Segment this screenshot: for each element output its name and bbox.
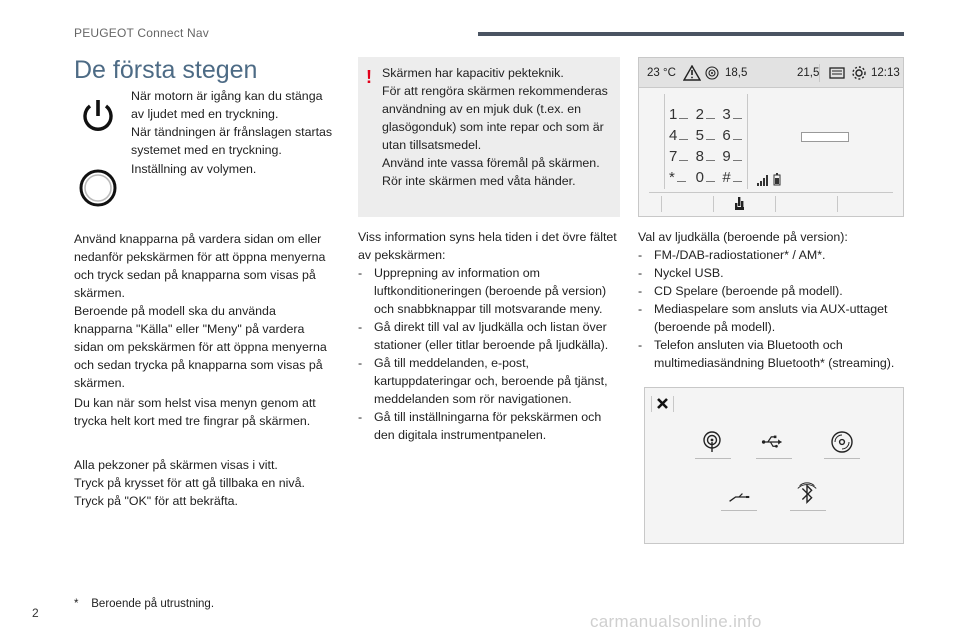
list-item: - Gå till meddelanden, e-post, kartuppdateringar och, beroende på tjänst, meddelanden som rör navigationen. xyxy=(358,355,608,406)
warning-icon: ! xyxy=(366,67,372,87)
header-title: PEUGEOT Connect Nav xyxy=(74,26,209,40)
screen-illustration-sources xyxy=(644,387,904,544)
battery-icon xyxy=(773,173,781,186)
power-icon xyxy=(80,96,116,136)
source-list xyxy=(638,229,918,373)
list-item: - Gå till inställningarna för pekskärmen och den digitala instrumentpanelen. xyxy=(358,409,602,442)
close-icon xyxy=(656,397,669,410)
volume-knob-icon xyxy=(78,168,118,208)
temperature-readout: 23 °C xyxy=(647,67,676,79)
keypad-key: 2 xyxy=(696,106,723,127)
notice-text: Skärmen har kapacitiv pekteknik. För att rengöra skärmen rekommenderas användning av en mjuk duk (t.ex. en glasögonduk) som inte repar och som är utan tillsatsmedel. Använd inte vassa föremål på skärmen. Rör inte skärmen med våta händer. xyxy=(382,66,608,188)
paragraph-model: Beroende på modell ska du använda knapparna "Källa" eller "Meny" på vardera sidan om pekskärmen för att öppna menyerna och sedan trycka på knapparna som visas på skärmen. xyxy=(74,304,327,390)
list-item: - FM-/DAB-radiostationer* / AM*. xyxy=(638,247,826,262)
keypad-key: 9 xyxy=(722,148,749,169)
info-list-intro: Viss information syns hela tiden i det övre fältet av pekskärmen: xyxy=(358,230,617,262)
radio-source-icon xyxy=(705,66,719,80)
power-description: När motorn är igång kan du stänga av ljudet med en tryckning. När tändningen är frånslagen startas systemet med en tryckning. xyxy=(131,89,333,157)
keypad-key: # xyxy=(722,169,749,190)
bluetooth-icon xyxy=(795,482,819,506)
paragraph-buttons: Använd knapparna på vardera sidan om eller nedanför pekskärmen för att öppna menyerna och tryck sedan på knapparna som visas på skärmen. xyxy=(74,232,326,300)
cd-icon xyxy=(830,430,854,454)
paragraph-three-fingers: Du kan när som helst visa menyn genom att trycka helt kort med tre fingrar på skärmen. xyxy=(74,396,316,428)
keypad-key: 6 xyxy=(722,127,749,148)
keypad-key: 5 xyxy=(696,127,723,148)
watermark: carmanualsonline.info xyxy=(590,612,762,631)
list-item: - Gå direkt till val av ljudkälla och listan över stationer (eller titlar beroende på ljudkälla). xyxy=(358,319,609,352)
messages-icon xyxy=(829,66,845,80)
page-title: De första stegen xyxy=(74,56,258,84)
keypad-key: 7 xyxy=(669,148,696,169)
settings-gear-icon xyxy=(851,65,867,81)
list-item: - Mediaspelare som ansluts via AUX-uttaget (beroende på modell). xyxy=(638,301,888,334)
warning-triangle-icon xyxy=(683,65,701,81)
source-list-intro: Val av ljudkälla (beroende på version): xyxy=(638,230,848,244)
keypad-key: 0 xyxy=(696,169,723,190)
aux-jack-icon xyxy=(727,485,751,509)
screen-illustration-home xyxy=(638,57,904,217)
touch-hand-icon xyxy=(733,196,749,212)
keypad-key: * xyxy=(669,169,696,190)
radio-icon xyxy=(700,430,724,454)
keypad-key: 4 xyxy=(669,127,696,148)
page-number: 2 xyxy=(32,606,39,620)
keypad-key: 3 xyxy=(722,106,749,127)
value-left: 18,5 xyxy=(725,67,748,79)
keypad-key: 1 xyxy=(669,106,696,127)
clock-readout: 12:13 xyxy=(871,67,900,79)
signal-strength-icon xyxy=(757,174,769,186)
keypad-key: 8 xyxy=(696,148,723,169)
volume-description: Inställning av volymen. xyxy=(131,162,257,176)
phone-keypad xyxy=(669,106,749,190)
footnote: * Beroende på utrustning. xyxy=(74,598,215,610)
list-item: - Nyckel USB. xyxy=(638,265,724,280)
notice-box xyxy=(358,57,620,217)
entry-field xyxy=(801,132,849,142)
value-right: 21,5 xyxy=(797,67,820,79)
header-bar xyxy=(478,32,904,36)
list-item: - Telefon ansluten via Bluetooth och multimediasändning Bluetooth* (streaming). xyxy=(638,337,895,370)
usb-icon xyxy=(761,430,785,454)
paragraph-touch-zones: Alla pekzoner på skärmen visas i vitt. Tryck på krysset för att gå tillbaka en nivå. Tryck på "OK" för att bekräfta. xyxy=(74,458,305,508)
list-item: - CD Spelare (beroende på modell). xyxy=(638,283,843,298)
status-bar xyxy=(639,58,903,88)
info-list xyxy=(358,229,628,445)
list-item: - Upprepning av information om luftkonditioneringen (beroende på version) och snabbknappar till motsvarande meny. xyxy=(358,265,607,316)
